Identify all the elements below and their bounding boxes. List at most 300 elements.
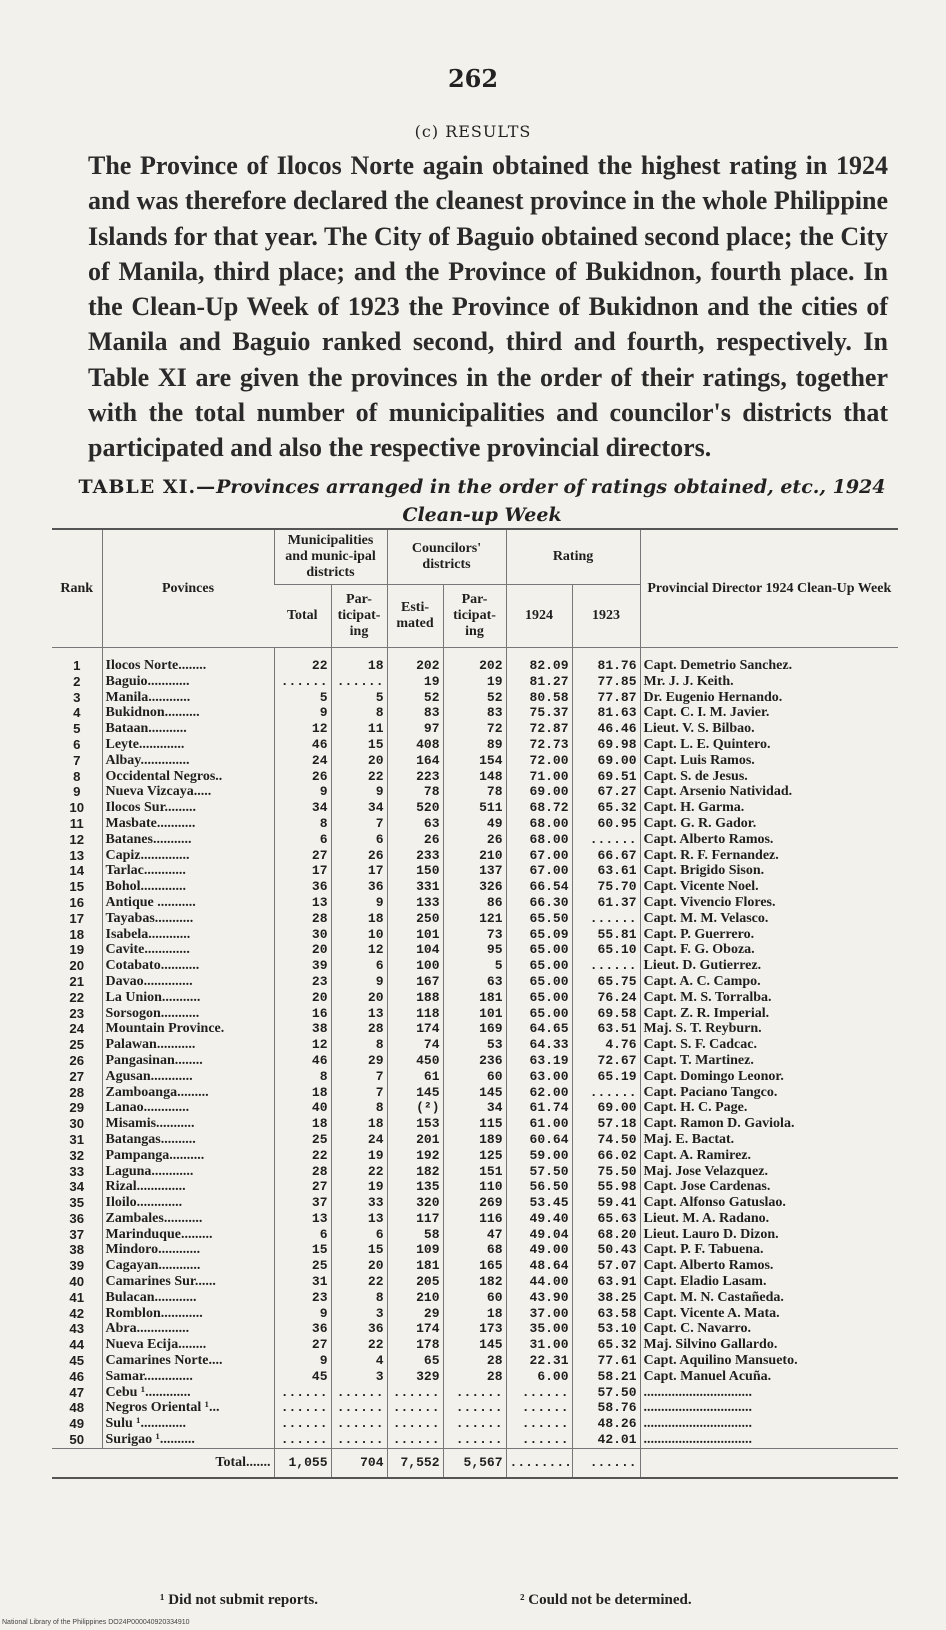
cell-mun-participating: 19 [331,1179,387,1195]
cell-mun-total: 18 [274,1116,331,1132]
cell-province: Surigao ¹.......... [102,1432,274,1448]
cell-mun-participating: 24 [331,1132,387,1148]
table-row [52,1211,898,1227]
cell-rating-1924: 43.90 [506,1290,572,1306]
cell-rating-1923: 63.61 [572,863,640,879]
header-director: Provincial Director 1924 Clean-Up Week [640,529,898,648]
cell-province: Tarlac............ [102,863,274,879]
cell-mun-total: ...... [274,674,331,690]
cell-director: Capt. Arsenio Natividad. [640,784,898,800]
cell-mun-total: 31 [274,1274,331,1290]
cell-mun-participating: 28 [331,1021,387,1037]
cell-coun-estimated: 188 [387,990,443,1006]
header-councilors: Councilors' districts [387,529,506,585]
cell-mun-total: 27 [274,848,331,864]
cell-coun-participating: 202 [443,648,506,674]
cell-province: Cebu ¹............. [102,1385,274,1401]
cell-mun-participating: 4 [331,1353,387,1369]
footnote-1: ¹ Did not submit reports. [160,1592,318,1608]
cell-mun-total: 25 [274,1132,331,1148]
cell-director: Capt. Ramon D. Gaviola. [640,1116,898,1132]
cell-rating-1924: 65.00 [506,990,572,1006]
cell-mun-total: 46 [274,1053,331,1069]
cell-rank: 33 [69,1163,85,1179]
cell-rating-1923: 69.00 [572,1100,640,1116]
cell-mun-total: 12 [274,721,331,737]
cell-province: Abra............... [102,1321,274,1337]
cell-rating-1924: 35.00 [506,1321,572,1337]
table-row [52,942,898,958]
table-row [52,1242,898,1258]
cell-coun-participating: 210 [443,848,506,864]
cell-rating-1923: 53.10 [572,1321,640,1337]
results-table [52,528,898,1479]
cell-director: Capt. S. F. Cadcac. [640,1037,898,1053]
cell-rating-1923: 81.76 [572,648,640,674]
cell-mun-participating: 8 [331,1290,387,1306]
cell-coun-participating: 145 [443,1337,506,1353]
cell-rating-1924: 65.00 [506,1006,572,1022]
cell-coun-estimated: (²) [387,1100,443,1116]
cell-mun-participating: 22 [331,1164,387,1180]
cell-mun-participating: 22 [331,1337,387,1353]
cell-coun-participating: 5 [443,958,506,974]
cell-coun-participating: 181 [443,990,506,1006]
table-row [52,800,898,816]
table-row [52,1195,898,1211]
table-row [52,1227,898,1243]
cell-rating-1924: 53.45 [506,1195,572,1211]
cell-mun-total: 9 [274,1306,331,1322]
cell-rank: 17 [69,910,85,926]
cell-rating-1923: 69.00 [572,753,640,769]
cell-rank: 1 [73,658,81,673]
table-row [52,1290,898,1306]
cell-rating-1923: 69.58 [572,1006,640,1022]
cell-rank: 31 [69,1131,85,1147]
cell-rank: 22 [69,989,85,1005]
cell-rating-1924: 63.19 [506,1053,572,1069]
cell-coun-participating: 89 [443,737,506,753]
table-row [52,753,898,769]
cell-director: Capt. H. C. Page. [640,1100,898,1116]
cell-coun-participating: 49 [443,816,506,832]
cell-province: Leyte............. [102,737,274,753]
cell-rank: 20 [69,958,85,974]
cell-rating-1923: 58.21 [572,1369,640,1385]
table-row [52,974,898,990]
cell-coun-participating: 34 [443,1100,506,1116]
cell-rating-1924: 60.64 [506,1132,572,1148]
cell-coun-participating: 101 [443,1006,506,1022]
cell-coun-estimated: 65 [387,1353,443,1369]
table-row [52,1006,898,1022]
cell-mun-total: 9 [274,705,331,721]
table-row [52,1258,898,1274]
cell-coun-participating: 110 [443,1179,506,1195]
cell-coun-participating: ...... [443,1432,506,1448]
cell-province: Antique ........... [102,895,274,911]
cell-director: Capt. C. Navarro. [640,1321,898,1337]
cell-coun-estimated: 181 [387,1258,443,1274]
cell-mun-participating: 18 [331,648,387,674]
table-row [52,863,898,879]
cell-rank: 13 [69,847,85,863]
cell-province: Samar.............. [102,1369,274,1385]
cell-coun-estimated: ...... [387,1385,443,1401]
cell-coun-estimated: 210 [387,1290,443,1306]
cell-rank: 14 [69,863,85,879]
header-rating: Rating [506,529,640,585]
cell-mun-participating: 18 [331,1116,387,1132]
cell-rating-1923: 74.50 [572,1132,640,1148]
cell-director: Capt. Vicente A. Mata. [640,1306,898,1322]
cell-coun-estimated: 145 [387,1085,443,1101]
table-row [52,721,898,737]
cell-province: Manila............ [102,690,274,706]
cell-province: Bukidnon.......... [102,705,274,721]
cell-coun-participating: 182 [443,1274,506,1290]
header-provinces: Povinces [102,529,274,648]
cell-coun-participating: 53 [443,1037,506,1053]
cell-mun-total: 27 [274,1337,331,1353]
cell-rating-1923: 46.46 [572,721,640,737]
cell-mun-participating: ...... [331,1416,387,1432]
cell-rank: 7 [73,752,81,768]
cell-province: Capiz.............. [102,848,274,864]
cell-coun-estimated: 100 [387,958,443,974]
cell-mun-participating: 15 [331,737,387,753]
cell-rank: 6 [73,736,81,752]
cell-director: Capt. M. M. Velasco. [640,911,898,927]
cell-coun-participating: 78 [443,784,506,800]
table-row [52,1369,898,1385]
cell-rating-1924: 31.00 [506,1337,572,1353]
cell-mun-participating: 33 [331,1195,387,1211]
cell-province: Masbate........... [102,816,274,832]
cell-coun-estimated: 63 [387,816,443,832]
cell-coun-estimated: 117 [387,1211,443,1227]
cell-coun-participating: 28 [443,1353,506,1369]
cell-director: Lieut. M. A. Radano. [640,1211,898,1227]
cell-director: Capt. M. S. Torralba. [640,990,898,1006]
cell-mun-total: 46 [274,737,331,753]
cell-director: Capt. M. N. Castañeda. [640,1290,898,1306]
table-row [52,1053,898,1069]
cell-rating-1923: 57.07 [572,1258,640,1274]
header-mun-total: Total [274,585,331,648]
cell-mun-total: 8 [274,816,331,832]
cell-rating-1923: 63.91 [572,1274,640,1290]
cell-mun-participating: 9 [331,784,387,800]
cell-rating-1923: ...... [572,832,640,848]
cell-mun-total: 28 [274,911,331,927]
cell-province: Tayabas........... [102,911,274,927]
cell-rating-1924: 56.50 [506,1179,572,1195]
cell-mun-total: 6 [274,1227,331,1243]
cell-coun-participating: 95 [443,942,506,958]
cell-rank: 49 [69,1416,85,1432]
cell-coun-participating: ...... [443,1385,506,1401]
cell-mun-total: 13 [274,895,331,911]
cell-rank: 15 [69,879,85,895]
cell-rating-1923: ...... [572,1085,640,1101]
cell-rank: 39 [69,1258,85,1274]
cell-rank: 40 [69,1274,85,1290]
cell-rating-1923: 77.87 [572,690,640,706]
cell-mun-total: 5 [274,690,331,706]
cell-director: Lieut. D. Gutierrez. [640,958,898,974]
cell-mun-total: 23 [274,974,331,990]
cell-coun-estimated: 174 [387,1021,443,1037]
cell-rank: 46 [69,1368,85,1384]
cell-coun-participating: 125 [443,1148,506,1164]
cell-rating-1924: 49.04 [506,1227,572,1243]
cell-mun-total: 27 [274,1179,331,1195]
cell-coun-estimated: 205 [387,1274,443,1290]
cell-rating-1923: 57.18 [572,1116,640,1132]
cell-coun-estimated: 97 [387,721,443,737]
cell-director: Capt. Eladio Lasam. [640,1274,898,1290]
cell-director: Capt. Alfonso Gatuslao. [640,1195,898,1211]
table-row [52,927,898,943]
cell-mun-total: 22 [274,1148,331,1164]
cell-province: Cavite............. [102,942,274,958]
cell-coun-estimated: 104 [387,942,443,958]
cell-rating-1923: 65.75 [572,974,640,990]
cell-rating-1924: 65.00 [506,974,572,990]
cell-mun-participating: 7 [331,1085,387,1101]
cell-director: Capt. C. I. M. Javier. [640,705,898,721]
cell-mun-total: 13 [274,1211,331,1227]
cell-rating-1924: 75.37 [506,705,572,721]
cell-mun-participating: 8 [331,1100,387,1116]
table-row [52,958,898,974]
cell-rating-1923: 76.24 [572,990,640,1006]
cell-mun-participating: 15 [331,1242,387,1258]
cell-coun-estimated: 29 [387,1306,443,1322]
table-row [52,1353,898,1369]
cell-rank: 25 [69,1037,85,1053]
cell-director: Maj. S. T. Reyburn. [640,1021,898,1037]
cell-coun-participating: 189 [443,1132,506,1148]
cell-director: Lieut. V. S. Bilbao. [640,721,898,737]
cell-director: Capt. Alberto Ramos. [640,1258,898,1274]
cell-rating-1923: 60.95 [572,816,640,832]
table-row [52,648,898,674]
cell-province: Baguio............ [102,674,274,690]
cell-mun-participating: 13 [331,1006,387,1022]
table-row [52,674,898,690]
cell-province: Batanes........... [102,832,274,848]
cell-mun-total: ...... [274,1385,331,1401]
cell-coun-estimated: ...... [387,1400,443,1416]
cell-mun-total: 9 [274,1353,331,1369]
total-label: Total....... [52,1448,274,1478]
cell-director: Maj. Jose Velazquez. [640,1164,898,1180]
cell-rating-1923: 48.26 [572,1416,640,1432]
cell-coun-participating: ...... [443,1416,506,1432]
cell-coun-participating: 52 [443,690,506,706]
cell-rating-1923: 65.10 [572,942,640,958]
cell-rank: 2 [73,673,81,689]
cell-coun-participating: 18 [443,1306,506,1322]
cell-mun-participating: 13 [331,1211,387,1227]
cell-rating-1923: 66.02 [572,1148,640,1164]
cell-coun-estimated: 520 [387,800,443,816]
cell-mun-total: 6 [274,832,331,848]
total-mun-participating: 704 [331,1448,387,1478]
table-row [52,784,898,800]
cell-coun-estimated: 201 [387,1132,443,1148]
cell-province: Camarines Norte.... [102,1353,274,1369]
cell-rank: 3 [73,689,81,705]
table-row [52,1432,898,1448]
cell-rating-1924: 48.64 [506,1258,572,1274]
cell-rank: 34 [69,1179,85,1195]
cell-rating-1924: 65.50 [506,911,572,927]
cell-province: Sorsogon........... [102,1006,274,1022]
cell-rank: 47 [69,1384,85,1400]
table-row [52,879,898,895]
cell-rating-1924: 66.54 [506,879,572,895]
table-row [52,911,898,927]
cell-rating-1923: 65.63 [572,1211,640,1227]
cell-director: Capt. Vicente Noel. [640,879,898,895]
library-watermark: National Library of the Philippines DO24P000040920334910 [2,1619,190,1626]
table-body [52,648,898,1449]
cell-rank: 5 [73,721,81,737]
cell-coun-estimated: 118 [387,1006,443,1022]
cell-coun-estimated: 78 [387,784,443,800]
cell-mun-total: 17 [274,863,331,879]
cell-rating-1924: 37.00 [506,1306,572,1322]
cell-director: ............................... [640,1432,898,1448]
cell-director: ............................... [640,1385,898,1401]
cell-rating-1924: ...... [506,1432,572,1448]
cell-rating-1924: 82.09 [506,648,572,674]
cell-rating-1924: 72.87 [506,721,572,737]
cell-mun-participating: 20 [331,990,387,1006]
cell-mun-participating: 18 [331,911,387,927]
cell-coun-participating: 60 [443,1290,506,1306]
cell-rating-1923: 72.67 [572,1053,640,1069]
cell-coun-participating: 151 [443,1164,506,1180]
cell-rating-1924: 6.00 [506,1369,572,1385]
cell-rank: 10 [69,800,85,816]
cell-mun-participating: 17 [331,863,387,879]
cell-mun-total: ...... [274,1400,331,1416]
cell-director: Capt. A. C. Campo. [640,974,898,990]
cell-province: Zambales........... [102,1211,274,1227]
cell-province: Marinduque......... [102,1227,274,1243]
table-row [52,1085,898,1101]
cell-rank: 24 [69,1021,85,1037]
cell-province: Camarines Sur...... [102,1274,274,1290]
cell-province: Batangas.......... [102,1132,274,1148]
cell-rank: 4 [73,705,81,721]
cell-province: Bulacan............ [102,1290,274,1306]
cell-director: Capt. Manuel Acuña. [640,1369,898,1385]
table-row [52,1179,898,1195]
cell-province: Bataan........... [102,721,274,737]
table-row [52,1069,898,1085]
table-row [52,1021,898,1037]
cell-rating-1924: 67.00 [506,863,572,879]
cell-director: Capt. G. R. Gador. [640,816,898,832]
cell-coun-participating: 60 [443,1069,506,1085]
cell-coun-estimated: 233 [387,848,443,864]
cell-mun-total: 18 [274,1085,331,1101]
cell-rank: 19 [69,942,85,958]
cell-rating-1924: 72.00 [506,753,572,769]
cell-rank: 43 [69,1321,85,1337]
cell-mun-total: 9 [274,784,331,800]
cell-rating-1924: 62.00 [506,1085,572,1101]
table-row [52,816,898,832]
cell-rating-1923: 50.43 [572,1242,640,1258]
cell-province: Nueva Vizcaya..... [102,784,274,800]
cell-mun-participating: 8 [331,1037,387,1053]
cell-coun-estimated: 450 [387,1053,443,1069]
cell-rating-1924: 69.00 [506,784,572,800]
cell-province: Pangasinan........ [102,1053,274,1069]
table-row [52,1100,898,1116]
cell-rating-1924: 64.65 [506,1021,572,1037]
table-row [52,1385,898,1401]
cell-mun-participating: 6 [331,958,387,974]
cell-mun-total: 39 [274,958,331,974]
cell-rating-1924: 65.00 [506,958,572,974]
cell-rating-1923: 59.41 [572,1195,640,1211]
cell-mun-participating: ...... [331,674,387,690]
section-heading: (c) RESULTS [414,122,532,141]
cell-mun-total: 30 [274,927,331,943]
cell-province: Nueva Ecija........ [102,1337,274,1353]
cell-province: Iloilo............. [102,1195,274,1211]
cell-province: Cotabato........... [102,958,274,974]
cell-rank: 50 [69,1432,85,1448]
table-caption-text: Provinces arranged in the order of ratings obtained, etc., 1924 Clean-up Week [216,476,886,526]
cell-rating-1923: 57.50 [572,1385,640,1401]
cell-coun-estimated: 26 [387,832,443,848]
cell-coun-estimated: 223 [387,769,443,785]
cell-director: Lieut. Lauro D. Dizon. [640,1227,898,1243]
cell-rating-1923: 75.70 [572,879,640,895]
cell-mun-participating: 22 [331,1274,387,1290]
cell-rank: 27 [69,1068,85,1084]
total-coun-estimated: 7,552 [387,1448,443,1478]
cell-rating-1923: ...... [572,911,640,927]
cell-mun-participating: 9 [331,895,387,911]
cell-coun-estimated: 202 [387,648,443,674]
cell-rating-1924: 61.74 [506,1100,572,1116]
cell-director: Capt. Jose Cardenas. [640,1179,898,1195]
cell-rating-1923: 75.50 [572,1164,640,1180]
table-row [52,737,898,753]
cell-coun-participating: 86 [443,895,506,911]
table-row [52,1400,898,1416]
cell-coun-estimated: 135 [387,1179,443,1195]
cell-rank: 48 [69,1400,85,1416]
cell-director: ............................... [640,1416,898,1432]
cell-province: Agusan............ [102,1069,274,1085]
cell-rating-1924: 65.00 [506,942,572,958]
cell-coun-estimated: 58 [387,1227,443,1243]
cell-rating-1924: 66.30 [506,895,572,911]
cell-rating-1924: 64.33 [506,1037,572,1053]
cell-rating-1923: 42.01 [572,1432,640,1448]
